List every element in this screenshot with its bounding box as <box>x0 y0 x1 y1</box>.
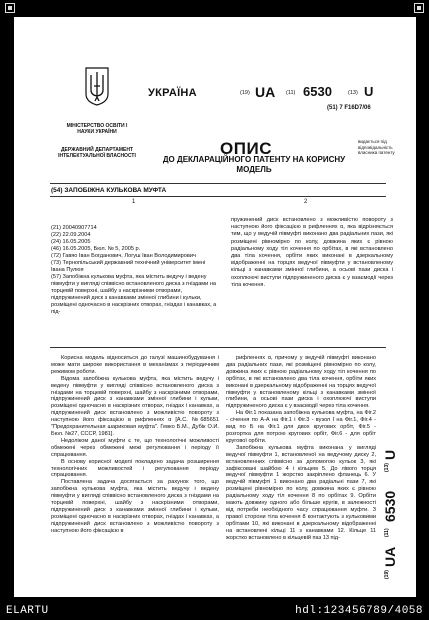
biblio-entry: (46) 16.05.2005, Бюл. № 5, 2005 р. <box>51 246 141 252</box>
biblio-entry: (72) Гавяо Іван Богданович, Логуш Іван Володимирович <box>51 253 196 259</box>
kind-code: U <box>364 84 374 99</box>
side-code-11: (11) <box>384 528 390 537</box>
department-name: ДЕРЖАВНИЙ ДЕПАРТАМЕНТ ІНТЕЛЕКТУАЛЬНОЇ ВЛАСНОСТІ <box>58 147 136 160</box>
document-subtitle: ДО ДЕКЛАРАЦІЙНОГО ПАТЕНТУ НА КОРИСНУ МОДЕЛЬ <box>162 155 346 174</box>
paragraph: Запобіжна кулькова муфта виконана у вигляді ведучої півмуфти 1, встановленої на ведучому диску 2, встановленних співвісно за допомогою кульок 3, які зафіксовані шайбою 4 і кільцем 5. До лівого торця ведучої півмуфти 1 жорстко закріплено фланець 6. У ведучій півмуфті 1 виконано два радіальні пази 7, які розміщені рівномірно по колу, довжина яких є рівною радіальному ходу тіл кочення 8 по орбітах 9. Орбіти мають довжину одного або більше кругів, в залежності від потреби необхідного часу спрацювання муфти. З правої сторони тіла кочення 8 контактують з кульковими орбітами 10, які виконані в дзеркальному відображенні на встановлені кільці 11 з канавками 12. Кільце 11 жорстко встановлено в кільцевій паз 13 під- <box>226 444 376 541</box>
ministry-name: МІНІСТЕРСТВО ОСВІТИ І НАУКИ УКРАЇНИ <box>66 123 128 136</box>
bibliographic-data <box>51 225 219 316</box>
paragraph: На Фіг.1 показана запобіжна кулькова муфта, на Фіг.2 - січення по А-А на Фіг.1 і Фіг.3 - вузол І на Фіг.1, Фіг.4 - вид по Б на Фіг.1 для двох кругових орбіт, Фіг.5 - розгортка для потрою кругових орбіт, Фіг.6 - для орбіт кругової орбіти. <box>226 410 376 444</box>
divider-top <box>50 183 386 184</box>
biblio-entry: (22) 22.09.2004 <box>51 232 91 238</box>
side-patent-number: 6530 <box>382 490 398 522</box>
inid-code-13: (13) <box>348 90 358 96</box>
paragraph: Недоліком даної муфти є те, що технологічні можливості обмежені через обмежені межі регулювання і періоду її спрацювання. <box>51 437 219 458</box>
country-code: UA <box>255 84 276 100</box>
side-code-19: (19) <box>384 570 390 579</box>
viewer-top-bar <box>0 0 429 16</box>
divider-body <box>50 347 386 348</box>
side-code-13: (13) <box>384 463 390 472</box>
biblio-entry: (57) Запобіжна кулькова муфта, яка містить ведучу і ведену півмуфти у вигляді співвісно встановленого диска з гніздами на торцевій поверхні, шайбу з наскрізними отворами, підпружинений диск з канавками змінної глибини і кульки, розміщені одночасно в наскрізних отворах, гніздах і канавках, а під- <box>51 274 217 315</box>
window-menu-icon[interactable] <box>5 3 15 13</box>
column-number-1: 1 <box>132 199 136 205</box>
ipc-classification: (51) 7 F16D7/06 <box>327 105 371 111</box>
repository-name: ELARTU <box>6 604 49 617</box>
column-number-2: 2 <box>304 199 308 205</box>
description-right-column <box>226 355 376 541</box>
ukraine-trident-emblem-icon <box>84 66 110 106</box>
handle-id[interactable]: hdl:123456789/4058 <box>295 604 423 617</box>
invention-title: (54) ЗАПОБІЖНА КУЛЬКОВА МУФТА <box>51 187 167 194</box>
description-left-column <box>51 355 219 535</box>
paragraph: Корисна модель відноситься до галузі машинобудування і може мати широке використання в механізмах з періодичним режимом роботи. <box>51 355 219 375</box>
responsibility-note: видається під відповідальність власника патенту <box>358 139 395 156</box>
side-patent-code <box>380 367 408 587</box>
side-country-code: UA <box>382 546 398 567</box>
patent-number: 6530 <box>303 84 332 99</box>
biblio-entry: (24) 16.05.2005 <box>51 239 91 245</box>
divider-title <box>50 196 386 197</box>
inid-code-11: (11) <box>286 90 296 96</box>
biblio-entry: (21) 20040907714 <box>51 225 97 231</box>
biblio-entry: (73) Тернопільський державний технічний університет імені Івана Пулюя <box>51 260 206 273</box>
document-page <box>14 17 416 597</box>
viewer-footer <box>0 601 429 620</box>
inid-code-19: (19) <box>240 90 250 96</box>
paragraph: Відома запобіжна кулькова муфта, яка містить ведучу і ведену півмуфти у вигляді співвісно встановленого диска з гніздами на торцевій поверхні, шайбу з наскрізними отворами, підпружинений диск з канавками змінної глибини і кульки, розміщені одночасно в наскрізних отворах, гніздах і канавках, а підпружинений диск встановлено з можливістю повороту з наступною його фіксацією в рифленнях α [А.С. №685651 "Предохранительная шариковая муфта". Гевко Б.М., Дубік О.И. Бюл. №27, СССР, 1981]. <box>51 375 219 437</box>
side-kind-code: U <box>382 449 398 460</box>
country-name: УКРАЇНА <box>148 87 197 99</box>
paragraph: рифленнях α, причому у ведучій півмуфті виконано два радіальних пази, які розміщені рівномірно по колу, довжина яких є рівною радіальному ходу тіл кочення по орбітах, в які встановлено два тіла кочення, орбіти яких виконані в дзеркальному відображенні на торцях ведучої півмуфти у встановленому кільці з канавками змінної глибини, а осьові пази диска і охоплюючі виступи підпружиненого диска є у взаємодії через тіла кочення. <box>226 355 376 410</box>
paragraph: Поставлена задача досягається за рахунок того, що запобіжна кулькова муфта, яка містить ведучу і ведену півмуфти у вигляді співвісно встановленого диска з гніздами на торцевій поверхні, шайбу з наскрізними отворами, підпружинений диск з канавками змінної глибини і кульки, розміщені одночасно в наскрізних отворах, гніздах і канавках, а підпружинений диск встановлено з можливістю повороту з наступною його фіксацією в <box>51 479 219 534</box>
paragraph: В основу корисної моделі покладено задача розширення технологічних можливостей і регулювання періоду спрацювання. <box>51 458 219 479</box>
fullscreen-icon[interactable] <box>414 3 424 13</box>
claim-continuation: пружинений диск встановлено з можливістю повороту з наступною його фіксацією в рифленнях α, яка відрізняється тим, що у ведучій півмуфті виконано два радіальних пази, які розміщені рівномірно по колу, довжина яких є рівною радіальному ходу тіл кочення по орбітах, в які встановлено два тіла кочення, орбіти яких виконані в дзеркальному відображенні на торцях ведучої півмуфти у встановленому кільці з канавками змінної глибини, а осьові пази диска і охоплюючі виступи підпружиненого диска є у взаємодії через тіла кочення. <box>231 217 393 288</box>
document-title: ОПИС <box>220 139 272 158</box>
